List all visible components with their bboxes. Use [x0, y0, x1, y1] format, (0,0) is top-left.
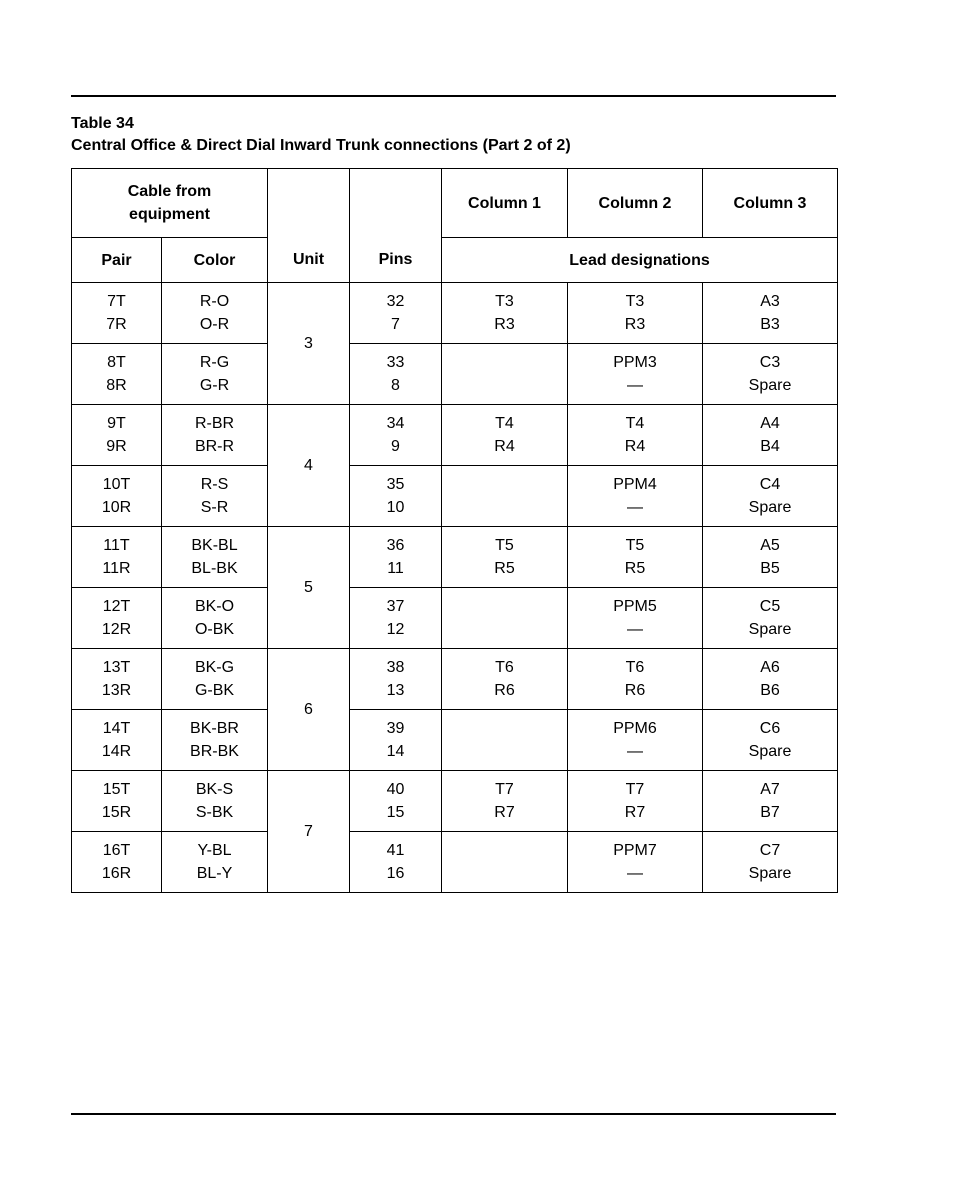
pins-cell-line: 37 — [386, 598, 405, 615]
pins-cell-line: 38 — [386, 659, 405, 676]
pair-cell-line: 7T — [107, 293, 126, 310]
header-column-3: Column 3 — [703, 169, 838, 238]
column-3-cell-line: A4 — [760, 415, 780, 432]
column-3-cell-line: B5 — [760, 560, 780, 577]
color-cell — [162, 649, 268, 710]
column-2-cell-line: T4 — [625, 415, 645, 432]
unit-cell: 3 — [268, 283, 350, 405]
column-3-cell — [703, 344, 838, 405]
table-number: Table 34 — [71, 115, 134, 132]
column-3-cell-line: B4 — [760, 438, 780, 455]
pair-cell — [72, 527, 162, 588]
column-2-cell-line: R6 — [624, 682, 646, 699]
column-2-cell-line: T6 — [625, 659, 645, 676]
column-2-cell — [568, 588, 703, 649]
column-3-cell — [703, 283, 838, 344]
pins-cell — [350, 466, 442, 527]
pair-cell-line: 9T — [107, 415, 126, 432]
pins-cell — [350, 710, 442, 771]
color-cell-line: BK-BR — [190, 720, 239, 737]
color-cell-line: R-BR — [194, 415, 235, 432]
color-cell-line: BL-BK — [191, 560, 238, 577]
header-column-2: Column 2 — [568, 169, 703, 238]
pair-cell-line: 11R — [102, 560, 131, 577]
column-2-cell-line: — — [627, 377, 643, 394]
column-3-cell-line: Spare — [748, 377, 792, 394]
pins-cell-line: 11 — [387, 560, 404, 577]
column-3-cell-line: B3 — [760, 316, 780, 333]
pins-cell-line: 8 — [391, 377, 400, 394]
column-3-cell — [703, 710, 838, 771]
pins-cell — [350, 527, 442, 588]
pair-cell — [72, 832, 162, 893]
column-3-cell-line: A6 — [760, 659, 780, 676]
color-cell-line: BK-BL — [191, 537, 238, 554]
color-cell — [162, 344, 268, 405]
table-row — [72, 405, 838, 466]
table-row — [72, 710, 838, 771]
color-cell-line: O-R — [199, 316, 230, 333]
column-3-cell — [703, 832, 838, 893]
pins-cell — [350, 771, 442, 832]
pair-cell-line: 9R — [106, 438, 127, 455]
unit-cell: 5 — [268, 527, 350, 649]
header-pins: Pins — [350, 169, 442, 283]
column-1-cell-line: T5 — [495, 537, 514, 554]
column-1-cell-line: T3 — [495, 293, 514, 310]
color-cell-line: BK-O — [194, 598, 235, 615]
column-3-cell — [703, 649, 838, 710]
pair-cell — [72, 649, 162, 710]
column-1-cell — [442, 283, 568, 344]
column-2-cell-line: PPM5 — [613, 598, 657, 615]
pair-cell-line: 7R — [106, 316, 127, 333]
table-row — [72, 649, 838, 710]
column-3-cell-line: A7 — [760, 781, 780, 798]
pair-cell-line: 16T — [102, 842, 131, 859]
column-3-cell-line: Spare — [748, 743, 792, 760]
pair-cell-line: 8T — [107, 354, 126, 371]
column-2-cell-line: T5 — [625, 537, 645, 554]
color-cell-line: O-BK — [194, 621, 235, 638]
column-1-cell — [442, 649, 568, 710]
pair-cell-line: 12R — [101, 621, 132, 638]
column-1-cell — [442, 344, 568, 405]
column-2-cell — [568, 466, 703, 527]
pair-cell — [72, 405, 162, 466]
pins-cell-line: 40 — [386, 781, 405, 798]
table-row — [72, 527, 838, 588]
color-cell — [162, 710, 268, 771]
column-1-cell-line: R6 — [494, 682, 515, 699]
table-row — [72, 283, 838, 344]
column-2-cell-line: T3 — [625, 293, 645, 310]
pins-cell — [350, 832, 442, 893]
color-cell-line: S-R — [200, 499, 229, 516]
column-3-cell-line: A5 — [760, 537, 780, 554]
color-cell — [162, 527, 268, 588]
color-cell-line: BK-S — [195, 781, 234, 798]
column-1-cell-line: T7 — [495, 781, 514, 798]
column-3-cell-line: A3 — [760, 293, 780, 310]
table-body — [72, 283, 838, 893]
color-cell-line: R-S — [200, 476, 229, 493]
color-cell-line: BK-G — [194, 659, 235, 676]
column-3-cell-line: C4 — [759, 476, 781, 493]
column-2-cell-line: PPM7 — [613, 842, 657, 859]
table-row — [72, 832, 838, 893]
column-2-cell-line: T7 — [625, 781, 645, 798]
column-1-cell — [442, 832, 568, 893]
column-2-cell — [568, 710, 703, 771]
pair-cell-line: 10R — [101, 499, 132, 516]
pair-cell-line: 14R — [101, 743, 132, 760]
column-3-cell — [703, 588, 838, 649]
pair-cell-line: 10T — [102, 476, 131, 493]
pins-cell-line: 34 — [386, 415, 405, 432]
column-2-cell — [568, 771, 703, 832]
pair-cell-line: 15T — [102, 781, 131, 798]
column-3-cell — [703, 527, 838, 588]
top-rule — [71, 95, 836, 97]
column-1-cell-line: R7 — [494, 804, 515, 821]
column-2-cell — [568, 344, 703, 405]
column-2-cell — [568, 527, 703, 588]
column-3-cell-line: C7 — [759, 842, 781, 859]
column-1-cell — [442, 527, 568, 588]
pins-cell-line: 35 — [386, 476, 405, 493]
color-cell — [162, 283, 268, 344]
pins-cell-line: 41 — [386, 842, 405, 859]
pair-cell-line: 12T — [102, 598, 131, 615]
connections-table — [71, 168, 838, 893]
column-1-cell — [442, 405, 568, 466]
column-2-cell — [568, 283, 703, 344]
column-2-cell — [568, 832, 703, 893]
column-3-cell — [703, 405, 838, 466]
table-title: Central Office & Direct Dial Inward Trunk connections (Part 2 of 2) — [71, 137, 571, 154]
pins-cell-line: 12 — [386, 621, 405, 638]
pins-cell-line: 14 — [386, 743, 405, 760]
column-1-cell-line: T6 — [495, 659, 514, 676]
column-2-cell-line: PPM6 — [613, 720, 657, 737]
color-cell-line: R-G — [199, 354, 230, 371]
column-2-cell-line: — — [627, 743, 643, 760]
pair-cell-line: 14T — [102, 720, 131, 737]
color-cell-line: S-BK — [195, 804, 234, 821]
color-cell — [162, 466, 268, 527]
column-1-cell-line: T4 — [495, 415, 514, 432]
color-cell-line: G-BK — [194, 682, 235, 699]
pair-cell-line: 8R — [106, 377, 127, 394]
header-pair: Pair — [72, 238, 162, 283]
table-row — [72, 771, 838, 832]
pair-cell-line: 11T — [103, 537, 130, 554]
color-cell — [162, 588, 268, 649]
column-3-cell-line: C3 — [759, 354, 781, 371]
column-3-cell-line: B7 — [760, 804, 780, 821]
table-caption — [71, 113, 571, 157]
column-2-cell-line: — — [627, 865, 643, 882]
pair-cell — [72, 588, 162, 649]
column-2-cell-line: R3 — [624, 316, 646, 333]
pair-cell-line: 16R — [101, 865, 132, 882]
header-cable-from: Cable from equipment — [72, 169, 268, 238]
column-3-cell — [703, 466, 838, 527]
pins-cell-line: 33 — [386, 354, 405, 371]
table-row — [72, 466, 838, 527]
pins-cell-line: 10 — [386, 499, 405, 516]
column-3-cell — [703, 771, 838, 832]
column-1-cell — [442, 771, 568, 832]
pins-cell-line: 36 — [386, 537, 405, 554]
column-3-cell-line: B6 — [760, 682, 780, 699]
column-1-cell-line: R4 — [494, 438, 515, 455]
header-lead-designations: Lead designations — [442, 238, 838, 283]
column-2-cell-line: — — [627, 499, 643, 516]
pair-cell — [72, 771, 162, 832]
table-row — [72, 344, 838, 405]
pins-cell-line: 32 — [386, 293, 405, 310]
pins-cell — [350, 344, 442, 405]
column-1-cell — [442, 588, 568, 649]
column-3-cell-line: C6 — [759, 720, 781, 737]
header-column-1: Column 1 — [442, 169, 568, 238]
pair-cell — [72, 344, 162, 405]
color-cell — [162, 771, 268, 832]
pins-cell-line: 13 — [386, 682, 405, 699]
color-cell-line: BR-R — [194, 438, 235, 455]
color-cell — [162, 832, 268, 893]
pins-cell — [350, 649, 442, 710]
pair-cell-line: 13R — [101, 682, 132, 699]
column-2-cell — [568, 649, 703, 710]
pins-cell — [350, 588, 442, 649]
column-1-cell-line: R5 — [494, 560, 515, 577]
pins-cell — [350, 405, 442, 466]
pair-cell-line: 15R — [101, 804, 132, 821]
column-2-cell-line: PPM3 — [613, 354, 657, 371]
column-3-cell-line: C5 — [759, 598, 781, 615]
unit-cell: 4 — [268, 405, 350, 527]
color-cell-line: BR-BK — [190, 743, 239, 760]
unit-cell: 7 — [268, 771, 350, 893]
column-3-cell-line: Spare — [748, 499, 792, 516]
pins-cell-line: 9 — [391, 438, 400, 455]
header-color: Color — [162, 238, 268, 283]
column-1-cell-line: R3 — [494, 316, 515, 333]
color-cell-line: Y-BL — [197, 842, 232, 859]
pair-cell — [72, 466, 162, 527]
column-2-cell-line: PPM4 — [613, 476, 657, 493]
column-1-cell — [442, 710, 568, 771]
bottom-rule — [71, 1113, 836, 1115]
column-3-cell-line: Spare — [748, 865, 792, 882]
color-cell-line: G-R — [199, 377, 230, 394]
pins-cell-line: 16 — [386, 865, 405, 882]
pair-cell-line: 13T — [102, 659, 131, 676]
table-row — [72, 588, 838, 649]
column-2-cell — [568, 405, 703, 466]
pins-cell-line: 7 — [391, 316, 400, 333]
column-3-cell-line: Spare — [748, 621, 792, 638]
unit-cell: 6 — [268, 649, 350, 771]
column-2-cell-line: R5 — [624, 560, 646, 577]
header-unit: Unit — [268, 169, 350, 283]
column-2-cell-line: — — [627, 621, 643, 638]
pins-cell — [350, 283, 442, 344]
column-1-cell — [442, 466, 568, 527]
color-cell — [162, 405, 268, 466]
pair-cell — [72, 283, 162, 344]
color-cell-line: BL-Y — [196, 865, 233, 882]
color-cell-line: R-O — [199, 293, 230, 310]
column-2-cell-line: R7 — [624, 804, 646, 821]
pins-cell-line: 39 — [386, 720, 405, 737]
column-2-cell-line: R4 — [624, 438, 646, 455]
pins-cell-line: 15 — [386, 804, 405, 821]
pair-cell — [72, 710, 162, 771]
